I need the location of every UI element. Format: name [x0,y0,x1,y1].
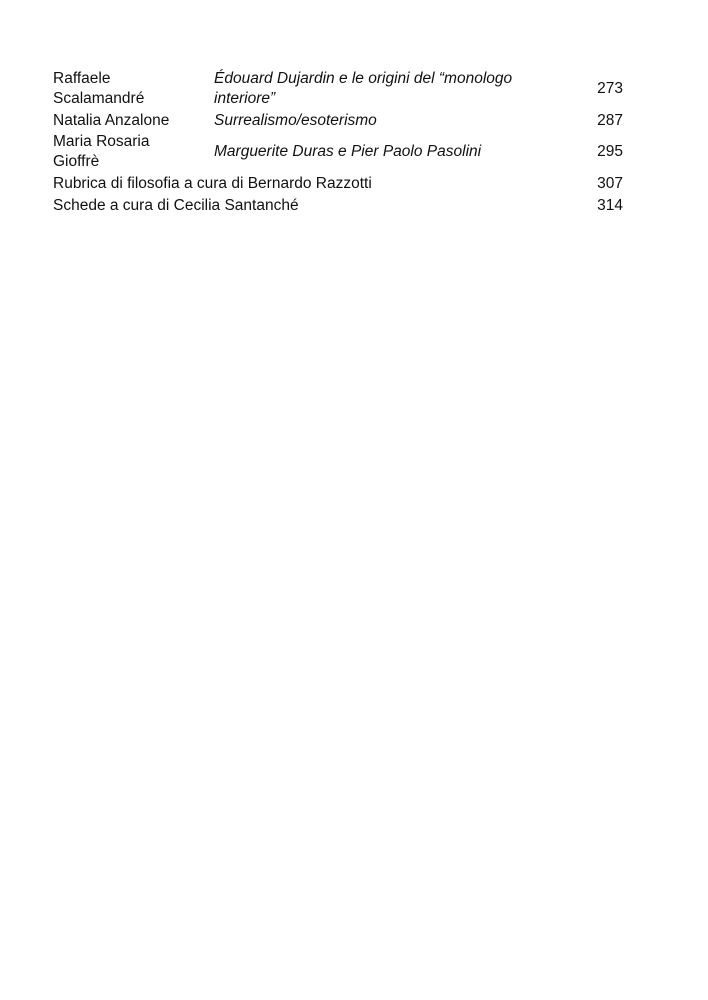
author-line: Gioffrè [53,153,100,170]
author-line: Scalamandré [53,90,145,107]
toc-section[interactable] [53,173,623,194]
author-line: Natalia Anzalone [53,112,170,129]
toc-entry[interactable] [53,132,623,172]
toc-page-number: 314 [597,197,623,214]
table-of-contents [53,69,623,216]
toc-section-label: Rubrica di filosofia a cura di Bernardo Razzotti [53,175,372,192]
toc-section[interactable] [53,195,623,216]
title-line: Surrealismo/esoterismo [214,112,377,129]
toc-page-number: 273 [597,80,623,97]
toc-section-label: Schede a cura di Cecilia Santanché [53,197,299,214]
title-line: Marguerite Duras e Pier Paolo Pasolini [214,143,482,160]
toc-title [214,69,583,109]
toc-author [53,132,214,172]
author-line: Maria Rosaria [53,133,150,150]
toc-author [53,110,214,131]
toc-title [214,110,583,131]
toc-page-number: 287 [597,112,623,129]
title-line: interiore” [214,90,276,107]
toc-entry[interactable] [53,110,623,131]
title-line: Édouard Dujardin e le origini del “monologo [214,70,513,87]
author-line: Raffaele [53,70,111,87]
toc-page-number: 295 [597,143,623,160]
toc-title [214,142,583,162]
toc-entry[interactable] [53,69,623,109]
toc-page-number: 307 [597,175,623,192]
toc-author [53,69,214,109]
